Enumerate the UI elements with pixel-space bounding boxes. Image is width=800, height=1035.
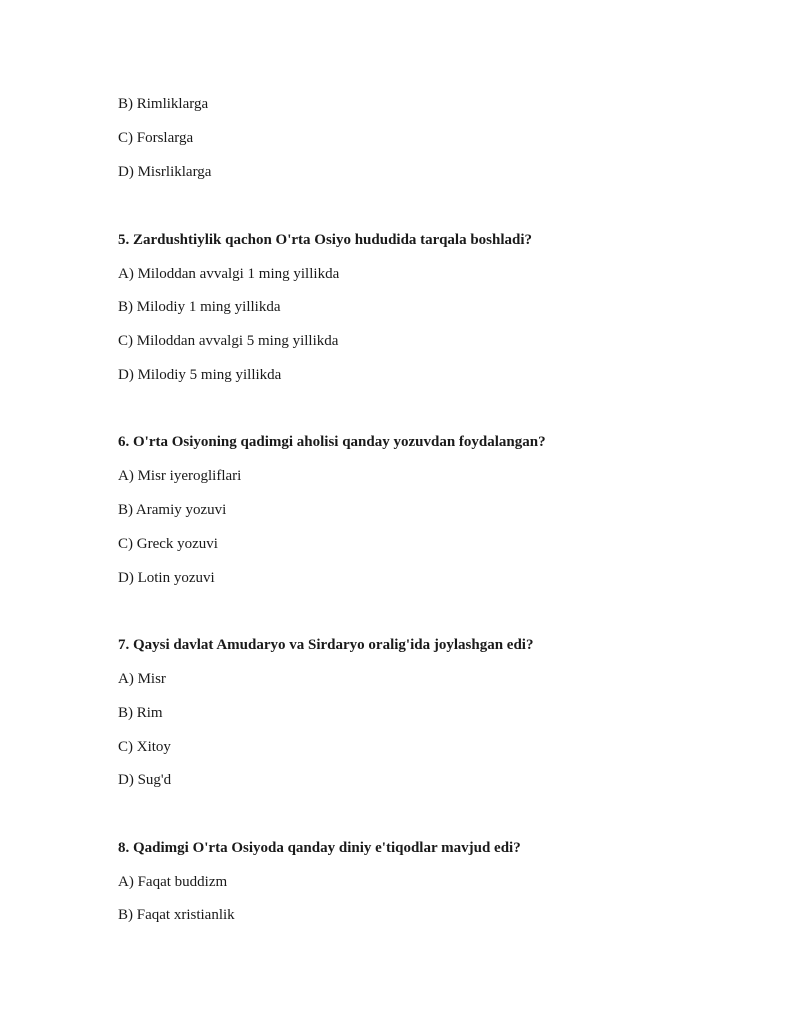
question-7-option-b: B) Rim xyxy=(118,705,163,721)
question-6-option-d: D) Lotin yozuvi xyxy=(118,570,215,586)
question-6-option-b: B) Aramiy yozuvi xyxy=(118,502,227,518)
question-6-option-c: C) Greck yozuvi xyxy=(118,536,218,552)
question-6: 6. O'rta Osiyoning qadimgi aholisi qanday yozuvdan foydalangan? xyxy=(118,434,546,450)
option-d-leading: D) Misrliklarga xyxy=(118,164,212,180)
question-5-option-b: B) Milodiy 1 ming yillikda xyxy=(118,299,281,315)
option-c-leading: C) Forslarga xyxy=(118,130,194,146)
question-5-option-c: C) Miloddan avvalgi 5 ming yillikda xyxy=(118,333,339,349)
question-8: 8. Qadimgi O'rta Osiyoda qanday diniy e'tiqodlar mavjud edi? xyxy=(118,840,521,856)
option-b-leading: B) Rimliklarga xyxy=(118,96,209,112)
question-5: 5. Zardushtiylik qachon O'rta Osiyo hududida tarqala boshladi? xyxy=(118,232,533,248)
question-7: 7. Qaysi davlat Amudaryo va Sirdaryo oralig'ida joylashgan edi? xyxy=(118,637,534,653)
question-7-option-a: A) Misr xyxy=(118,671,166,687)
question-6-option-a: A) Misr iyerogliflari xyxy=(118,468,242,484)
question-5-option-d: D) Milodiy 5 ming yillikda xyxy=(118,367,282,383)
question-5-option-a: A) Miloddan avvalgi 1 ming yillikda xyxy=(118,266,340,282)
question-8-option-a: A) Faqat buddizm xyxy=(118,874,228,890)
question-7-option-c: C) Xitoy xyxy=(118,739,171,755)
question-7-option-d: D) Sug'd xyxy=(118,772,172,788)
question-8-option-b: B) Faqat xristianlik xyxy=(118,907,235,923)
